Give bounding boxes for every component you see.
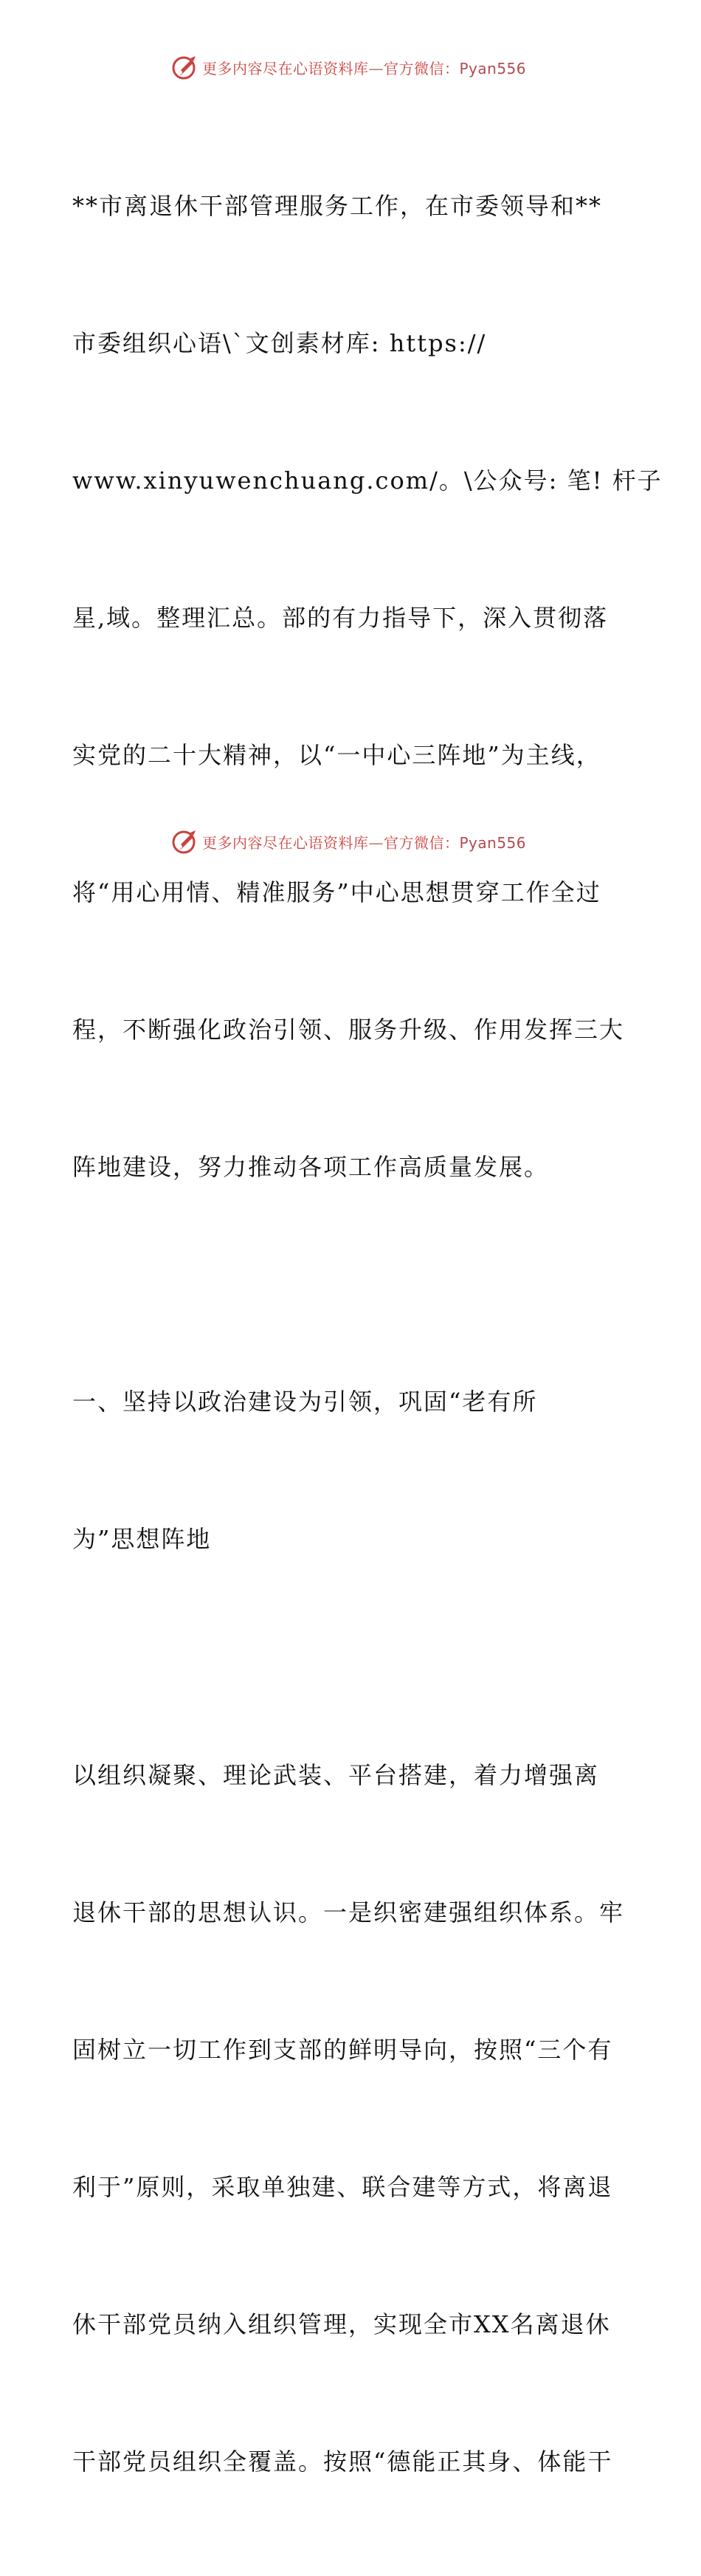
text-line: 利于”原则，采取单独建、联合建等方式，将离退 [72, 2173, 613, 2201]
watermark-id: Pyan556 [459, 833, 527, 852]
document-body [72, 92, 663, 2576]
section-heading [72, 1287, 633, 1653]
text-line: 退休干部的思想认识。一是织密建强组织体系。牢 [72, 1898, 625, 1926]
text-line: **市离退休干部管理服务工作，在市委领导和** [72, 192, 603, 220]
brush-logo-icon [171, 54, 198, 80]
text-line: 实党的二十大精神，以“一中心三阵地”为主线， [72, 741, 601, 769]
intro-paragraph [72, 92, 663, 1281]
text-line: 固树立一切工作到支部的鲜明导向，按照“三个有 [72, 2036, 613, 2064]
watermark-text [202, 831, 526, 853]
watermark-top [171, 52, 526, 82]
section-paragraph [72, 1661, 633, 2576]
watermark-main: 更多内容尽在心语资料库 [202, 59, 369, 78]
text-line: 星,域。整理汇总。部的有力指导下，深入贯彻落 [72, 604, 609, 632]
watermark-label: 官方微信： [384, 59, 460, 78]
text-line: www.xinyuwenchuang.com/。\公众号: 笔! 杆子 [72, 466, 663, 495]
text-line: 休干部党员纳入组织管理，实现全市XX名离退休 [72, 2310, 611, 2338]
watermark-label: 官方微信： [384, 833, 460, 852]
watermark-main: 更多内容尽在心语资料库 [202, 833, 369, 852]
text-line: 以组织凝聚、理论武装、平台搭建，着力增强离 [72, 1761, 600, 1789]
watermark-id: Pyan556 [459, 59, 527, 78]
heading-line: 为”思想阵地 [72, 1525, 212, 1553]
brush-logo-icon [171, 828, 198, 855]
text-line: 干部党员组织全覆盖。按照“德能正其身、体能干 [72, 2448, 613, 2476]
watermark-text [202, 57, 526, 78]
watermark-sep: — [368, 59, 384, 78]
text-line: 市委组织心语\`文创素材库: https:// [72, 329, 487, 357]
text-line: 将“用心用情、精准服务”中心思想贯穿工作全过 [72, 878, 601, 906]
watermark-bottom [171, 827, 526, 856]
text-line: 程，不断强化政治引领、服务升级、作用发挥三大 [72, 1016, 625, 1044]
watermark-sep: — [368, 833, 384, 852]
heading-line: 一、坚持以政治建设为引领，巩固“老有所 [72, 1388, 538, 1416]
text-line: 阵地建设，努力推动各项工作高质量发展。 [72, 1153, 550, 1181]
